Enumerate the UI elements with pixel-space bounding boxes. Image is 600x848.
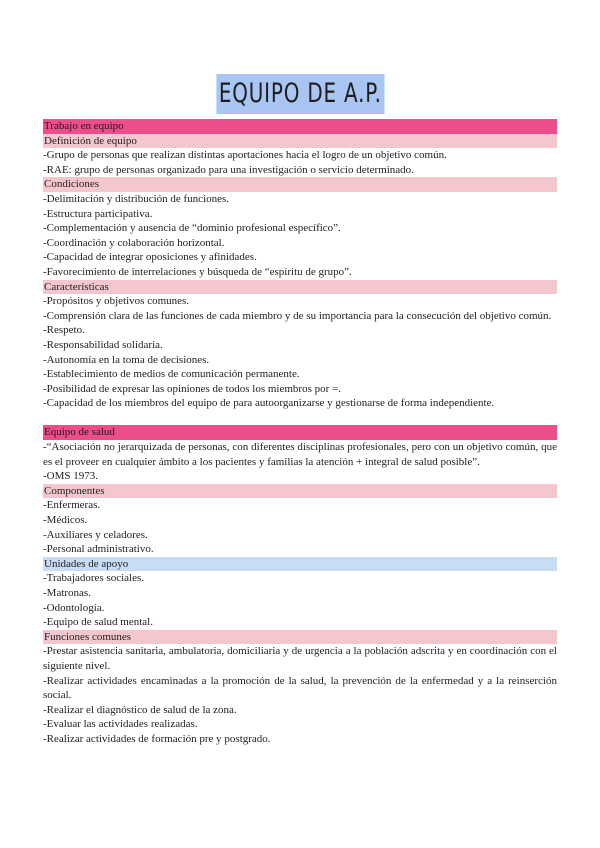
list-item: -Auxiliares y celadores.: [43, 528, 148, 541]
definition-quote: -“Asociación no jerarquizada de personas, con diferentes disciplinas profesionales, pero con un objetivo común, que es el proveer en cualquier ámbito a los pacientes y familias la atención + integral de salud posible”.: [43, 441, 557, 468]
title-wrap: [0, 0, 600, 116]
list-item: -Médicos.: [43, 514, 88, 527]
list-item: -Matronas.: [43, 587, 91, 599]
text-line: -Grupo de personas que realizan distintas aportaciones hacia el logro de un objetivo común.: [43, 149, 447, 162]
list-item: -Equipo de salud mental.: [43, 616, 153, 629]
subheader-definicion: Definición de equipo: [43, 134, 557, 149]
list-item: -Propósitos y objetivos comunes.: [43, 295, 190, 308]
list-item: -Comprensión clara de las funciones de cada miembro y de su importancia para la consecución del objetivo común.: [43, 309, 552, 322]
list-item: -Delimitación y distribución de funciones.: [43, 192, 230, 205]
list-item: -Prestar asistencia sanitaria, ambulatoria, domiciliaria y de urgencia a la población adscrita y en coordinación con el siguiente nivel.: [43, 645, 557, 672]
subheader-caracteristicas: Características: [43, 280, 557, 295]
list-item: -Realizar el diagnóstico de salud de la zona.: [43, 703, 237, 716]
list-item: -Trabajadores sociales.: [43, 572, 145, 585]
list-item: -Estructura participativa.: [43, 207, 153, 220]
list-item: -Responsabilidad solidaria.: [43, 338, 163, 351]
quote-source: -OMS 1973.: [43, 470, 99, 483]
list-item: -Coordinación y colaboración horizontal.: [43, 236, 225, 249]
page-title: EQUIPO DE A.P.: [216, 74, 384, 114]
content: [43, 119, 557, 747]
subheader-funciones: Funciones comunes: [43, 630, 557, 645]
section-header-equipo-salud: Equipo de salud: [43, 425, 557, 440]
subheader-condiciones: Condiciones: [43, 177, 557, 192]
list-item: -Personal administrativo.: [43, 543, 154, 556]
subheader-componentes: Componentes: [43, 484, 557, 499]
list-item: -Capacidad de los miembros del equipo de para autoorganizarse y gestionarse de forma independiente.: [43, 397, 495, 410]
section-header-trabajo: Trabajo en equipo: [43, 119, 557, 134]
list-item: -Respeto.: [43, 324, 85, 337]
list-item: -Realizar actividades de formación pre y postgrado.: [43, 732, 271, 745]
text-line: -RAE: grupo de personas organizado para una investigación o servicio determinado.: [43, 163, 414, 176]
list-item: -Capacidad de integrar oposiciones y afinidades.: [43, 251, 257, 264]
list-item: -Evaluar las actividades realizadas.: [43, 718, 198, 731]
list-item: -Realizar actividades encaminadas a la promoción de la salud, la prevención de la enfermedad y a la reinserción social.: [43, 674, 557, 702]
list-item: -Enfermeras.: [43, 499, 101, 512]
list-item: -Posibilidad de expresar las opiniones de todos los miembros por =.: [43, 382, 341, 395]
list-item: -Establecimiento de medios de comunicación permanente.: [43, 368, 300, 381]
list-item: -Favorecimiento de interrelaciones y búsqueda de “espíritu de grupo”.: [43, 265, 352, 278]
subheader-unidades-apoyo: Unidades de apoyo: [43, 557, 557, 572]
list-item: -Odontología.: [43, 601, 105, 614]
list-item: -Complementación y ausencia de “dominio profesional específico”.: [43, 222, 341, 235]
spacer: [43, 411, 557, 426]
list-item: -Autonomía en la toma de decisiones.: [43, 353, 210, 366]
